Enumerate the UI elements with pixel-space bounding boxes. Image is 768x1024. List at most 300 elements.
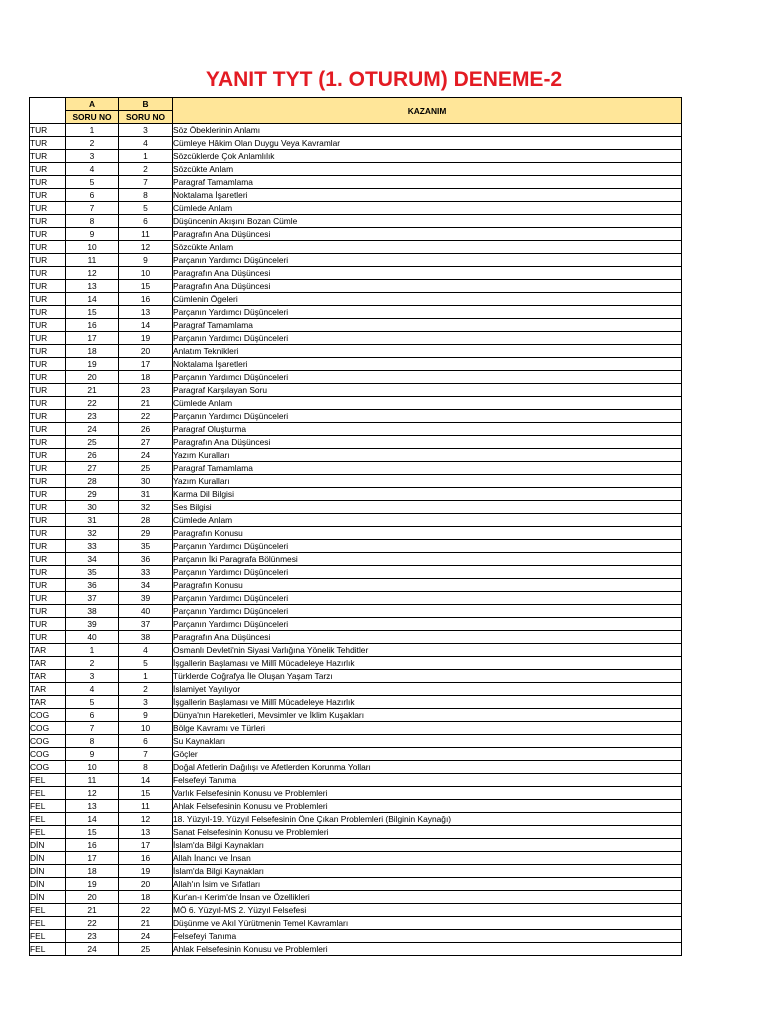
kazanim-cell: Parçanın İki Paragrafa Bölünmesi <box>173 553 682 566</box>
kazanim-cell: 18. Yüzyıl-19. Yüzyıl Felsefesinin Öne Çıkan Problemleri (Bilginin Kaynağı) <box>173 813 682 826</box>
subject-cell: TUR <box>30 124 66 137</box>
kazanim-cell: MÖ 6. Yüzyıl-MS 2. Yüzyıl Felsefesi <box>173 904 682 917</box>
subject-cell: TUR <box>30 267 66 280</box>
booklet-b-number-cell: 25 <box>119 943 173 956</box>
booklet-b-number-cell: 32 <box>119 501 173 514</box>
kazanim-cell: İşgallerin Başlaması ve Millî Mücadeleye Hazırlık <box>173 657 682 670</box>
table-row <box>30 735 682 748</box>
table-row <box>30 605 682 618</box>
booklet-b-number-cell: 9 <box>119 709 173 722</box>
booklet-a-number-cell: 6 <box>66 709 119 722</box>
booklet-b-number-cell: 18 <box>119 891 173 904</box>
booklet-b-number-cell: 20 <box>119 345 173 358</box>
table-row <box>30 371 682 384</box>
subject-cell: FEL <box>30 826 66 839</box>
subject-cell: TUR <box>30 202 66 215</box>
kazanim-cell: Söz Öbeklerinin Anlamı <box>173 124 682 137</box>
booklet-a-number-cell: 8 <box>66 735 119 748</box>
booklet-a-number-cell: 39 <box>66 618 119 631</box>
booklet-b-number-cell: 19 <box>119 865 173 878</box>
table-row <box>30 943 682 956</box>
table-row <box>30 449 682 462</box>
subject-cell: FEL <box>30 774 66 787</box>
subject-cell: TUR <box>30 319 66 332</box>
table-row <box>30 319 682 332</box>
table-row <box>30 904 682 917</box>
table-row <box>30 852 682 865</box>
booklet-b-number-cell: 5 <box>119 657 173 670</box>
booklet-b-number-cell: 10 <box>119 722 173 735</box>
table-row <box>30 150 682 163</box>
kazanim-cell: Anlatım Teknikleri <box>173 345 682 358</box>
subject-cell: TUR <box>30 488 66 501</box>
booklet-b-number-cell: 25 <box>119 462 173 475</box>
table-row <box>30 696 682 709</box>
kazanim-cell: Paragrafın Ana Düşüncesi <box>173 436 682 449</box>
booklet-b-number-cell: 4 <box>119 644 173 657</box>
booklet-a-number-cell: 26 <box>66 449 119 462</box>
kazanim-cell: Yazım Kuralları <box>173 449 682 462</box>
table-row <box>30 358 682 371</box>
table-row <box>30 657 682 670</box>
kazanim-cell: Ses Bilgisi <box>173 501 682 514</box>
subject-cell: TAR <box>30 670 66 683</box>
subject-cell: FEL <box>30 813 66 826</box>
subject-cell: TUR <box>30 345 66 358</box>
booklet-a-number-cell: 23 <box>66 930 119 943</box>
table-row <box>30 527 682 540</box>
booklet-a-header: A <box>66 98 119 111</box>
table-row <box>30 254 682 267</box>
table-row <box>30 774 682 787</box>
subject-cell: TUR <box>30 540 66 553</box>
booklet-a-number-cell: 17 <box>66 852 119 865</box>
subject-cell: TUR <box>30 462 66 475</box>
subject-cell: FEL <box>30 800 66 813</box>
subject-cell: TUR <box>30 410 66 423</box>
kazanim-cell: Dünya'nın Hareketleri, Mevsimler ve İklim Kuşakları <box>173 709 682 722</box>
subject-cell: TUR <box>30 163 66 176</box>
table-row <box>30 839 682 852</box>
booklet-b-number-cell: 14 <box>119 319 173 332</box>
booklet-b-number-cell: 16 <box>119 293 173 306</box>
booklet-b-number-cell: 7 <box>119 748 173 761</box>
booklet-b-number-cell: 8 <box>119 761 173 774</box>
kazanim-cell: Sanat Felsefesinin Konusu ve Problemleri <box>173 826 682 839</box>
booklet-b-number-cell: 14 <box>119 774 173 787</box>
subject-cell: TUR <box>30 592 66 605</box>
booklet-a-number-cell: 33 <box>66 540 119 553</box>
subject-cell: TUR <box>30 280 66 293</box>
table-row <box>30 644 682 657</box>
subject-cell: TUR <box>30 423 66 436</box>
booklet-b-number-cell: 4 <box>119 137 173 150</box>
subject-cell: TUR <box>30 475 66 488</box>
table-row <box>30 163 682 176</box>
kazanim-cell: Göçler <box>173 748 682 761</box>
table-row <box>30 462 682 475</box>
page-title: YANIT TYT (1. OTURUM) DENEME-2 <box>205 68 563 91</box>
booklet-a-number-cell: 5 <box>66 176 119 189</box>
kazanim-cell: Parçanın Yardımcı Düşünceleri <box>173 410 682 423</box>
table-row <box>30 800 682 813</box>
table-row <box>30 540 682 553</box>
table-row <box>30 267 682 280</box>
kazanim-cell: Parçanın Yardımcı Düşünceleri <box>173 605 682 618</box>
subject-cell: TUR <box>30 618 66 631</box>
kazanim-cell: Parçanın Yardımcı Düşünceleri <box>173 592 682 605</box>
kazanim-cell: Parçanın Yardımcı Düşünceleri <box>173 566 682 579</box>
booklet-b-header: B <box>119 98 173 111</box>
table-row <box>30 332 682 345</box>
subject-cell: COG <box>30 735 66 748</box>
booklet-a-number-cell: 19 <box>66 358 119 371</box>
subject-cell: TUR <box>30 397 66 410</box>
booklet-a-number-cell: 36 <box>66 579 119 592</box>
booklet-b-number-cell: 39 <box>119 592 173 605</box>
booklet-b-number-cell: 24 <box>119 930 173 943</box>
booklet-a-number-cell: 9 <box>66 748 119 761</box>
kazanim-cell: Cümlede Anlam <box>173 397 682 410</box>
booklet-b-number-cell: 22 <box>119 904 173 917</box>
booklet-a-number-cell: 10 <box>66 241 119 254</box>
booklet-a-question-no-header: SORU NO <box>66 111 119 124</box>
subject-cell: TUR <box>30 527 66 540</box>
booklet-a-number-cell: 15 <box>66 826 119 839</box>
subject-cell: COG <box>30 722 66 735</box>
kazanim-cell: Parçanın Yardımcı Düşünceleri <box>173 618 682 631</box>
table-row <box>30 722 682 735</box>
kazanim-cell: Paragraf Karşılayan Soru <box>173 384 682 397</box>
booklet-a-number-cell: 28 <box>66 475 119 488</box>
table-row <box>30 124 682 137</box>
booklet-b-number-cell: 15 <box>119 280 173 293</box>
table-row <box>30 475 682 488</box>
booklet-b-number-cell: 18 <box>119 371 173 384</box>
table-header <box>30 98 682 124</box>
booklet-b-number-cell: 26 <box>119 423 173 436</box>
table-row <box>30 813 682 826</box>
subject-cell: TAR <box>30 644 66 657</box>
table-row <box>30 384 682 397</box>
subject-cell: FEL <box>30 787 66 800</box>
table-body <box>30 124 682 956</box>
subject-cell: FEL <box>30 904 66 917</box>
kazanim-cell: Su Kaynakları <box>173 735 682 748</box>
subject-cell: TUR <box>30 293 66 306</box>
booklet-a-number-cell: 30 <box>66 501 119 514</box>
booklet-a-number-cell: 18 <box>66 865 119 878</box>
kazanim-cell: Yazım Kuralları <box>173 475 682 488</box>
table-row <box>30 189 682 202</box>
kazanim-cell: Paragrafın Ana Düşüncesi <box>173 228 682 241</box>
table-row <box>30 631 682 644</box>
booklet-a-number-cell: 29 <box>66 488 119 501</box>
subject-cell: TUR <box>30 449 66 462</box>
booklet-a-number-cell: 14 <box>66 813 119 826</box>
subject-cell: TUR <box>30 566 66 579</box>
booklet-a-number-cell: 18 <box>66 345 119 358</box>
kazanim-header: KAZANIM <box>173 98 682 124</box>
booklet-b-number-cell: 40 <box>119 605 173 618</box>
kazanim-cell: Paragraf Tamamlama <box>173 319 682 332</box>
booklet-a-number-cell: 31 <box>66 514 119 527</box>
table-row <box>30 787 682 800</box>
booklet-a-number-cell: 24 <box>66 943 119 956</box>
booklet-b-number-cell: 11 <box>119 228 173 241</box>
booklet-a-number-cell: 24 <box>66 423 119 436</box>
booklet-a-number-cell: 15 <box>66 306 119 319</box>
kazanim-cell: Paragrafın Ana Düşüncesi <box>173 267 682 280</box>
booklet-a-number-cell: 23 <box>66 410 119 423</box>
booklet-b-number-cell: 8 <box>119 189 173 202</box>
booklet-a-number-cell: 7 <box>66 722 119 735</box>
kazanim-cell: İslamiyet Yayılıyor <box>173 683 682 696</box>
booklet-b-number-cell: 5 <box>119 202 173 215</box>
kazanim-cell: Paragrafın Konusu <box>173 527 682 540</box>
booklet-a-number-cell: 19 <box>66 878 119 891</box>
booklet-b-number-cell: 33 <box>119 566 173 579</box>
table-row <box>30 436 682 449</box>
booklet-a-number-cell: 13 <box>66 800 119 813</box>
kazanim-cell: Doğal Afetlerin Dağılışı ve Afetlerden Korunma Yolları <box>173 761 682 774</box>
kazanim-cell: Osmanlı Devleti'nin Siyasi Varlığına Yönelik Tehditler <box>173 644 682 657</box>
booklet-a-number-cell: 3 <box>66 670 119 683</box>
subject-cell: DİN <box>30 865 66 878</box>
booklet-b-number-cell: 23 <box>119 384 173 397</box>
subject-cell: TUR <box>30 306 66 319</box>
kazanim-cell: Parçanın Yardımcı Düşünceleri <box>173 254 682 267</box>
subject-cell: FEL <box>30 917 66 930</box>
booklet-b-number-cell: 34 <box>119 579 173 592</box>
kazanim-cell: Parçanın Yardımcı Düşünceleri <box>173 306 682 319</box>
kazanim-cell: Paragrafın Ana Düşüncesi <box>173 631 682 644</box>
table-row <box>30 293 682 306</box>
booklet-a-number-cell: 40 <box>66 631 119 644</box>
subject-cell: DİN <box>30 878 66 891</box>
kazanim-cell: Parçanın Yardımcı Düşünceleri <box>173 371 682 384</box>
booklet-a-number-cell: 37 <box>66 592 119 605</box>
booklet-a-number-cell: 4 <box>66 683 119 696</box>
table-row <box>30 280 682 293</box>
subject-cell: TUR <box>30 631 66 644</box>
answer-key-table <box>29 97 682 956</box>
subject-cell: FEL <box>30 930 66 943</box>
table-row <box>30 592 682 605</box>
booklet-a-number-cell: 2 <box>66 657 119 670</box>
booklet-a-number-cell: 4 <box>66 163 119 176</box>
booklet-b-number-cell: 6 <box>119 735 173 748</box>
booklet-a-number-cell: 25 <box>66 436 119 449</box>
kazanim-cell: Paragrafın Ana Düşüncesi <box>173 280 682 293</box>
subject-cell: DİN <box>30 891 66 904</box>
booklet-a-number-cell: 22 <box>66 397 119 410</box>
booklet-a-number-cell: 12 <box>66 787 119 800</box>
table-row <box>30 397 682 410</box>
booklet-a-number-cell: 5 <box>66 696 119 709</box>
table-row <box>30 709 682 722</box>
kazanim-cell: Paragraf Tamamlama <box>173 176 682 189</box>
booklet-b-number-cell: 36 <box>119 553 173 566</box>
kazanim-cell: Düşüncenin Akışını Bozan Cümle <box>173 215 682 228</box>
booklet-b-question-no-header: SORU NO <box>119 111 173 124</box>
booklet-a-number-cell: 1 <box>66 644 119 657</box>
table-row <box>30 345 682 358</box>
booklet-b-number-cell: 28 <box>119 514 173 527</box>
kazanim-cell: Karma Dil Bilgisi <box>173 488 682 501</box>
subject-header <box>30 98 66 124</box>
subject-cell: TUR <box>30 436 66 449</box>
subject-cell: TUR <box>30 514 66 527</box>
booklet-a-number-cell: 11 <box>66 774 119 787</box>
table-row <box>30 683 682 696</box>
booklet-a-number-cell: 35 <box>66 566 119 579</box>
kazanim-cell: Sözcükte Anlam <box>173 163 682 176</box>
kazanim-cell: Allah'ın İsim ve Sıfatları <box>173 878 682 891</box>
kazanim-cell: Sözcüklerde Çok Anlamlılık <box>173 150 682 163</box>
subject-cell: TUR <box>30 605 66 618</box>
booklet-b-number-cell: 15 <box>119 787 173 800</box>
subject-cell: TUR <box>30 332 66 345</box>
table-row <box>30 306 682 319</box>
booklet-b-number-cell: 30 <box>119 475 173 488</box>
booklet-a-number-cell: 17 <box>66 332 119 345</box>
booklet-a-number-cell: 8 <box>66 215 119 228</box>
table-row <box>30 891 682 904</box>
table-row <box>30 514 682 527</box>
kazanim-cell: Sözcükte Anlam <box>173 241 682 254</box>
subject-cell: DİN <box>30 839 66 852</box>
table-row <box>30 930 682 943</box>
booklet-b-number-cell: 17 <box>119 358 173 371</box>
kazanim-cell: Cümlede Anlam <box>173 202 682 215</box>
booklet-a-number-cell: 7 <box>66 202 119 215</box>
table-row <box>30 423 682 436</box>
booklet-b-number-cell: 2 <box>119 163 173 176</box>
booklet-a-number-cell: 22 <box>66 917 119 930</box>
booklet-b-number-cell: 22 <box>119 410 173 423</box>
booklet-a-number-cell: 9 <box>66 228 119 241</box>
kazanim-cell: Felsefeyi Tanıma <box>173 930 682 943</box>
kazanim-cell: Noktalama İşaretleri <box>173 358 682 371</box>
subject-cell: COG <box>30 748 66 761</box>
booklet-a-number-cell: 16 <box>66 839 119 852</box>
kazanim-cell: Ahlak Felsefesinin Konusu ve Problemleri <box>173 943 682 956</box>
booklet-b-number-cell: 2 <box>119 683 173 696</box>
kazanim-cell: İslam'da Bilgi Kaynakları <box>173 865 682 878</box>
table-row <box>30 501 682 514</box>
kazanim-cell: Türklerde Coğrafya İle Oluşan Yaşam Tarzı <box>173 670 682 683</box>
booklet-a-number-cell: 20 <box>66 371 119 384</box>
kazanim-cell: Cümlenin Ögeleri <box>173 293 682 306</box>
booklet-a-number-cell: 12 <box>66 267 119 280</box>
table-row <box>30 878 682 891</box>
table-row <box>30 566 682 579</box>
booklet-a-number-cell: 20 <box>66 891 119 904</box>
table-row <box>30 618 682 631</box>
subject-cell: TUR <box>30 358 66 371</box>
subject-cell: FEL <box>30 943 66 956</box>
subject-cell: TUR <box>30 579 66 592</box>
table-row <box>30 488 682 501</box>
booklet-a-number-cell: 11 <box>66 254 119 267</box>
subject-cell: TUR <box>30 553 66 566</box>
subject-cell: COG <box>30 709 66 722</box>
booklet-a-number-cell: 13 <box>66 280 119 293</box>
booklet-b-number-cell: 13 <box>119 306 173 319</box>
booklet-b-number-cell: 1 <box>119 670 173 683</box>
booklet-b-number-cell: 13 <box>119 826 173 839</box>
booklet-b-number-cell: 35 <box>119 540 173 553</box>
kazanim-cell: Kur'an-ı Kerim'de İnsan ve Özellikleri <box>173 891 682 904</box>
table-row <box>30 865 682 878</box>
booklet-b-number-cell: 16 <box>119 852 173 865</box>
booklet-b-number-cell: 7 <box>119 176 173 189</box>
booklet-a-number-cell: 38 <box>66 605 119 618</box>
kazanim-cell: Bölge Kavramı ve Türleri <box>173 722 682 735</box>
table-row <box>30 241 682 254</box>
subject-cell: DİN <box>30 852 66 865</box>
booklet-b-number-cell: 9 <box>119 254 173 267</box>
subject-cell: TUR <box>30 254 66 267</box>
booklet-b-number-cell: 19 <box>119 332 173 345</box>
kazanim-cell: Noktalama İşaretleri <box>173 189 682 202</box>
booklet-b-number-cell: 24 <box>119 449 173 462</box>
booklet-b-number-cell: 12 <box>119 813 173 826</box>
booklet-a-number-cell: 1 <box>66 124 119 137</box>
booklet-a-number-cell: 27 <box>66 462 119 475</box>
booklet-b-number-cell: 11 <box>119 800 173 813</box>
table-row <box>30 410 682 423</box>
booklet-b-number-cell: 21 <box>119 917 173 930</box>
booklet-b-number-cell: 3 <box>119 696 173 709</box>
table-row <box>30 137 682 150</box>
booklet-b-number-cell: 27 <box>119 436 173 449</box>
kazanim-cell: İslam'da Bilgi Kaynakları <box>173 839 682 852</box>
table-row <box>30 579 682 592</box>
booklet-a-number-cell: 3 <box>66 150 119 163</box>
subject-cell: TUR <box>30 501 66 514</box>
booklet-b-number-cell: 21 <box>119 397 173 410</box>
kazanim-cell: Felsefeyi Tanıma <box>173 774 682 787</box>
booklet-a-number-cell: 2 <box>66 137 119 150</box>
subject-cell: TUR <box>30 371 66 384</box>
booklet-b-number-cell: 6 <box>119 215 173 228</box>
kazanim-cell: Cümlede Anlam <box>173 514 682 527</box>
booklet-a-number-cell: 14 <box>66 293 119 306</box>
kazanim-cell: Ahlak Felsefesinin Konusu ve Problemleri <box>173 800 682 813</box>
booklet-a-number-cell: 32 <box>66 527 119 540</box>
subject-cell: TAR <box>30 696 66 709</box>
booklet-b-number-cell: 17 <box>119 839 173 852</box>
table-row <box>30 917 682 930</box>
booklet-a-number-cell: 10 <box>66 761 119 774</box>
table-row <box>30 228 682 241</box>
booklet-b-number-cell: 3 <box>119 124 173 137</box>
booklet-b-number-cell: 20 <box>119 878 173 891</box>
table-row <box>30 748 682 761</box>
kazanim-cell: Allah İnancı ve İnsan <box>173 852 682 865</box>
booklet-b-number-cell: 1 <box>119 150 173 163</box>
kazanim-cell: İşgallerin Başlaması ve Millî Mücadeleye Hazırlık <box>173 696 682 709</box>
kazanim-cell: Paragrafın Konusu <box>173 579 682 592</box>
booklet-b-number-cell: 37 <box>119 618 173 631</box>
subject-cell: TAR <box>30 657 66 670</box>
booklet-a-number-cell: 21 <box>66 904 119 917</box>
booklet-a-number-cell: 21 <box>66 384 119 397</box>
kazanim-cell: Cümleye Hâkim Olan Duygu Veya Kavramlar <box>173 137 682 150</box>
subject-cell: TUR <box>30 150 66 163</box>
